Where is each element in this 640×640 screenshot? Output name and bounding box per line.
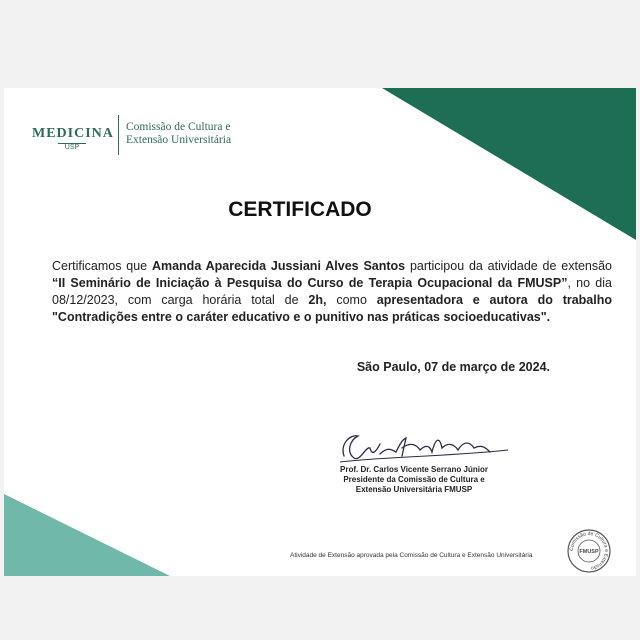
signer-block bbox=[314, 465, 514, 495]
signer-name: Prof. Dr. Carlos Vicente Serrano Júnior bbox=[340, 465, 488, 474]
event-name: “II Seminário de Iniciação à Pesquisa do Curso de Terapia Ocupacional da FMUSP” bbox=[52, 276, 568, 290]
official-seal bbox=[566, 528, 612, 574]
seal-center-text: FMUSP bbox=[579, 549, 599, 555]
recipient-name: Amanda Aparecida Jussiani Alves Santos bbox=[151, 259, 406, 273]
participant-role: apresentadora e autora do trabalho "Contradições entre o caráter educativo e o punitivo nas práticas socioeducativas". bbox=[52, 293, 613, 324]
commission-line-2: Extensão Universitária bbox=[126, 134, 232, 146]
commission-line-1: Comissão de Cultura e bbox=[126, 121, 231, 133]
signer-role-2: Extensão Universitária FMUSP bbox=[355, 485, 473, 494]
logo-sub: USP bbox=[58, 143, 86, 151]
certificate bbox=[4, 88, 636, 576]
signer-role-1: Presidente da Comissão de Cultura e bbox=[343, 475, 485, 484]
body-intro: Certificamos que bbox=[52, 259, 152, 273]
body-date-hours: , no dia 08/12/2023, com carga horária total de bbox=[52, 276, 612, 307]
corner-triangle-bottom-left bbox=[4, 494, 170, 576]
certificate-body bbox=[52, 258, 612, 326]
footer-approval-note: Atividade de Extensão aprovada pela Comissão de Cultura e Extensão Universitária bbox=[290, 552, 533, 559]
issue-date: São Paulo, 07 de março de 2024. bbox=[356, 360, 550, 374]
seal-arc-text: Comissão de Cultura e Extensão bbox=[568, 530, 610, 571]
logo-name: MEDICINA bbox=[32, 126, 114, 141]
body-participation: participou da atividade de extensão bbox=[405, 259, 612, 273]
body-as: como bbox=[326, 293, 377, 307]
commission-name bbox=[126, 121, 256, 147]
handwritten-signature bbox=[336, 426, 512, 468]
logo-divider bbox=[118, 115, 119, 155]
certificate-title: CERTIFICADO bbox=[228, 198, 372, 221]
workload-hours: 2h, bbox=[308, 293, 327, 307]
medicina-usp-logo bbox=[32, 118, 112, 158]
